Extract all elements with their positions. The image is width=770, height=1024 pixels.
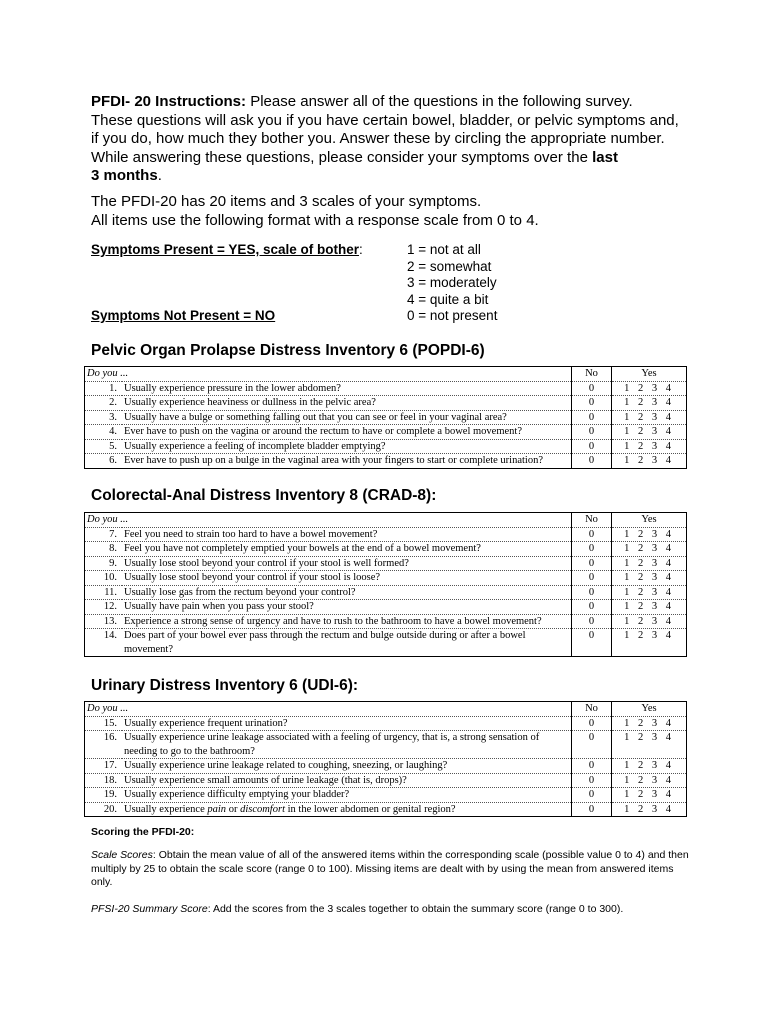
no-option[interactable]: 0: [572, 410, 612, 425]
table-row: [85, 759, 687, 774]
no-option[interactable]: 0: [572, 396, 612, 411]
table-row: [85, 614, 687, 629]
scoring-title: Scoring the PFDI-20:: [91, 826, 195, 838]
item-number: 17.: [85, 759, 123, 774]
item-number: 10.: [85, 571, 123, 586]
table-row: [85, 454, 687, 469]
table-header-row: [85, 367, 687, 382]
item-question: Usually lose stool beyond your control if your stool is well formed?: [122, 556, 572, 571]
summary-score-label: PFSI-20 Summary Score: [91, 903, 208, 915]
item-number: 9.: [85, 556, 123, 571]
item-question: Usually experience urine leakage associated with a feeling of urgency, that is, a strong sensation of needing to go to the bathroom?: [122, 731, 572, 759]
yes-options[interactable]: 1 2 3 4: [612, 731, 687, 759]
item-number: 19.: [85, 788, 123, 803]
item-number: 4.: [85, 425, 123, 440]
table-row: [85, 731, 687, 759]
item-question: Usually experience frequent urination?: [122, 716, 572, 731]
table-row: [85, 802, 687, 817]
yes-column-header: Yes: [641, 368, 657, 379]
item-question-part: or: [226, 803, 241, 815]
yes-options[interactable]: 1 2 3 4: [612, 410, 687, 425]
no-option[interactable]: 0: [572, 556, 612, 571]
item-question: Usually experience a feeling of incomplete bladder emptying?: [122, 439, 572, 454]
item-question: Feel you have not completely emptied your bowels at the end of a bowel movement?: [122, 542, 572, 557]
item-question: Usually experience heaviness or dullness in the pelvic area?: [122, 396, 572, 411]
udi-table: [84, 701, 687, 817]
no-column-header: No: [572, 367, 612, 382]
symptoms-not-present-label: Symptoms Not Present = NO: [91, 308, 276, 323]
no-option[interactable]: 0: [572, 802, 612, 817]
instructions-last: last: [592, 148, 618, 166]
item-question-part: discomfort: [240, 803, 285, 815]
item-question: [122, 802, 572, 817]
table-row: [85, 556, 687, 571]
scale-scores-text: : Obtain the mean value of all of the answered items within the corresponding scale (possible value 0 to 4) and then multiply by 25 to obtain the scale score (range 0 to 100). Missing items are dealt with by using the mean from answered items only.: [91, 849, 689, 888]
yes-column-header: Yes: [641, 703, 657, 714]
yes-options[interactable]: 1 2 3 4: [612, 542, 687, 557]
item-number: 20.: [85, 802, 123, 817]
item-question: Usually experience urine leakage related to coughing, sneezing, or laughing?: [122, 759, 572, 774]
no-option[interactable]: 0: [572, 759, 612, 774]
item-question: Usually lose stool beyond your control if your stool is loose?: [122, 571, 572, 586]
yes-options[interactable]: 1 2 3 4: [612, 396, 687, 411]
item-number: 15.: [85, 716, 123, 731]
scale-values: [407, 242, 497, 325]
yes-options[interactable]: 1 2 3 4: [612, 425, 687, 440]
item-question: Usually have pain when you pass your stool?: [122, 600, 572, 615]
table-row: [85, 381, 687, 396]
instructions-line2: These questions will ask you if you have certain bowel, bladder, or pelvic symptoms and,: [91, 111, 679, 129]
yes-options[interactable]: 1 2 3 4: [612, 381, 687, 396]
no-option[interactable]: 0: [572, 600, 612, 615]
symptoms-present-label: Symptoms Present = YES, scale of bother: [91, 242, 359, 257]
no-option[interactable]: 0: [572, 425, 612, 440]
no-option[interactable]: 0: [572, 439, 612, 454]
scale-value-3: 3 = moderately: [407, 275, 497, 291]
item-question: Usually have a bulge or something falling out that you can see or feel in your vaginal area?: [122, 410, 572, 425]
no-option[interactable]: 0: [572, 629, 612, 657]
no-option[interactable]: 0: [572, 542, 612, 557]
item-question: Ever have to push up on a bulge in the vaginal area with your fingers to start or complete urination?: [122, 454, 572, 469]
yes-options[interactable]: 1 2 3 4: [612, 773, 687, 788]
format-text: [91, 193, 691, 230]
yes-options[interactable]: 1 2 3 4: [612, 571, 687, 586]
do-you-label: Do you ...: [87, 514, 129, 525]
table-row: [85, 585, 687, 600]
scoring-summary-paragraph: [91, 903, 691, 917]
yes-options[interactable]: 1 2 3 4: [612, 629, 687, 657]
yes-options[interactable]: 1 2 3 4: [612, 759, 687, 774]
do-you-label: Do you ...: [87, 703, 129, 714]
table-row: [85, 773, 687, 788]
no-column-header: No: [572, 702, 612, 717]
item-number: 1.: [85, 381, 123, 396]
yes-options[interactable]: 1 2 3 4: [612, 527, 687, 542]
scoring-scale-paragraph: [91, 849, 691, 890]
no-column-header: No: [572, 513, 612, 528]
table-row: [85, 600, 687, 615]
item-question: Feel you need to strain too hard to have a bowel movement?: [122, 527, 572, 542]
item-number: 18.: [85, 773, 123, 788]
item-question-part: pain: [207, 803, 227, 815]
instructions-line4: While answering these questions, please consider your symptoms over the: [91, 148, 593, 166]
do-you-label: Do you ...: [87, 368, 129, 379]
item-number: 13.: [85, 614, 123, 629]
item-question: Usually experience difficulty emptying your bladder?: [122, 788, 572, 803]
no-option[interactable]: 0: [572, 585, 612, 600]
item-number: 6.: [85, 454, 123, 469]
no-option[interactable]: 0: [572, 614, 612, 629]
instructions-heading: PFDI- 20 Instructions:: [91, 93, 247, 110]
item-number: 3.: [85, 410, 123, 425]
yes-options[interactable]: 1 2 3 4: [612, 439, 687, 454]
table-header-row: [85, 702, 687, 717]
yes-options[interactable]: 1 2 3 4: [612, 802, 687, 817]
instructions-line1: Please answer all of the questions in the following survey.: [250, 93, 633, 110]
table-header-row: [85, 513, 687, 528]
udi-title: Urinary Distress Inventory 6 (UDI-6):: [91, 677, 359, 694]
no-option[interactable]: 0: [572, 731, 612, 759]
item-question: Usually experience pressure in the lower abdomen?: [122, 381, 572, 396]
table-row: [85, 527, 687, 542]
item-question: Ever have to push on the vagina or around the rectum to have or complete a bowel movement?: [122, 425, 572, 440]
popdi-title: Pelvic Organ Prolapse Distress Inventory 6 (POPDI-6): [91, 342, 485, 359]
instructions: [91, 93, 691, 186]
table-row: [85, 629, 687, 657]
instructions-line3: if you do, how much they bother you. Answer these by circling the appropriate number.: [91, 130, 665, 147]
scale-scores-label: Scale Scores: [91, 849, 153, 861]
scale-value-2: 2 = somewhat: [407, 258, 492, 274]
instructions-period: .: [157, 167, 162, 184]
item-question-part: in the lower abdomen or genital region?: [284, 803, 456, 815]
yes-options[interactable]: 1 2 3 4: [612, 788, 687, 803]
table-row: [85, 542, 687, 557]
yes-options[interactable]: 1 2 3 4: [612, 556, 687, 571]
no-option[interactable]: 0: [572, 716, 612, 731]
table-row: [85, 439, 687, 454]
item-number: 11.: [85, 585, 123, 600]
table-row: [85, 410, 687, 425]
summary-score-text: : Add the scores from the 3 scales together to obtain the summary score (range 0 to 300).: [207, 903, 624, 915]
no-option[interactable]: 0: [572, 381, 612, 396]
format-line2: All items use the following format with a response scale from 0 to 4.: [91, 211, 539, 229]
item-question: Experience a strong sense of urgency and have to rush to the bathroom to have a bowel movement?: [122, 614, 572, 629]
item-number: 12.: [85, 600, 123, 615]
crad-title: Colorectal-Anal Distress Inventory 8 (CRAD-8):: [91, 487, 437, 504]
item-number: 7.: [85, 527, 123, 542]
no-option[interactable]: 0: [572, 773, 612, 788]
scale-value-0: 0 = not present: [407, 308, 498, 324]
scale-value-1: 1 = not at all: [407, 242, 481, 257]
table-row: [85, 571, 687, 586]
table-row: [85, 716, 687, 731]
table-row: [85, 396, 687, 411]
no-option[interactable]: 0: [572, 788, 612, 803]
no-option[interactable]: 0: [572, 454, 612, 469]
item-question: Does part of your bowel ever pass through the rectum and bulge outside during or after a bowel movement?: [122, 629, 572, 657]
yes-options[interactable]: 1 2 3 4: [612, 716, 687, 731]
yes-column-header: Yes: [641, 514, 657, 525]
popdi-table: [84, 366, 687, 469]
yes-options[interactable]: 1 2 3 4: [612, 454, 687, 469]
item-number: 14.: [85, 629, 123, 657]
symptoms-present-colon: :: [358, 242, 363, 257]
item-number: 5.: [85, 439, 123, 454]
item-question: Usually experience small amounts of urine leakage (that is, drops)?: [122, 773, 572, 788]
no-option[interactable]: 0: [572, 571, 612, 586]
format-line1: The PFDI-20 has 20 items and 3 scales of your symptoms.: [91, 193, 482, 210]
yes-options[interactable]: 1 2 3 4: [612, 614, 687, 629]
crad-table: [84, 512, 687, 657]
scale-value-4: 4 = quite a bit: [407, 291, 489, 307]
table-row: [85, 788, 687, 803]
item-number: 8.: [85, 542, 123, 557]
item-number: 16.: [85, 731, 123, 759]
instructions-3months: 3 months: [91, 167, 158, 184]
table-row: [85, 425, 687, 440]
yes-options[interactable]: 1 2 3 4: [612, 600, 687, 615]
item-number: 2.: [85, 396, 123, 411]
item-question-part: Usually experience: [124, 803, 208, 815]
item-question: Usually lose gas from the rectum beyond your control?: [122, 585, 572, 600]
yes-options[interactable]: 1 2 3 4: [612, 585, 687, 600]
no-option[interactable]: 0: [572, 527, 612, 542]
